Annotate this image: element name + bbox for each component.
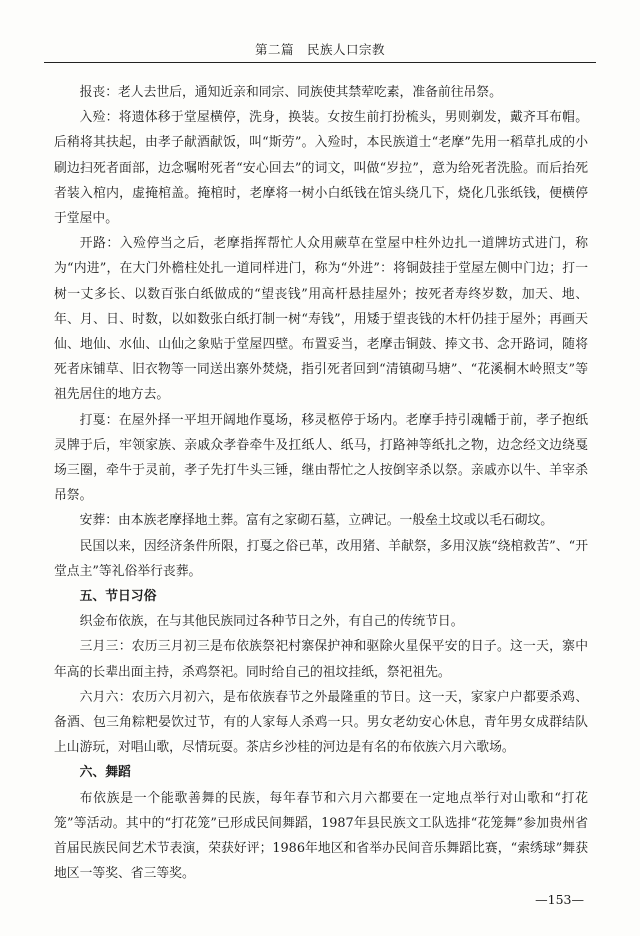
paragraph-daga-ritual: 打戛：在屋外择一平坦开阔地作戛场，移灵柩停于场内。老摩手持引魂幡于前，孝子抱纸灵牌于后，牢领家族、亲戚众孝眷牵牛及扛纸人、纸马，打路神等纸扎之物，边念经文边绕戛场三圈，牵牛于灵前，孝子先打牛头三锤，继由帮忙之人按倒宰杀以祭。亲戚亦以牛、羊宰杀吊祭。 <box>54 412 588 504</box>
paragraph-burial: 安葬：由本族老摩择地土葬。富有之家砌石墓，立碑记。一般垒土坟或以毛石砌坟。 <box>79 513 554 529</box>
page-number: —153— <box>535 892 584 907</box>
paragraph-dance: 布依族是一个能歌善舞的民族，每年春节和六月六都要在一定地点举行对山歌和“打花笼”等活动。其中的“打花笼”已形成民间舞蹈，1987年县民族文工队选排“花笼舞”参加贵州省首届民族民间艺术节表演，荣获好评；1986年地区和省举办民间音乐舞蹈比赛，“索绣球”舞获地区一等奖、省三等奖。 <box>54 790 588 882</box>
section-heading-festivals: 五、节日习俗 <box>79 589 157 605</box>
paragraph-encoffining: 入殓：将遗体移于堂屋横停，洗身，换装。女按生前打扮梳头，男则剃发，戴齐耳布帽。后稍将其扶起，由孝子献酒献饭，叫“斯劳”。入殓时，本民族道士“老摩”先用一稻草扎成的小刷边扫死者面部，边念嘱咐死者“安心回去”的词文，叫做“岁拉”，意为给死者洗脸。而后抬死者装入棺内，虚掩棺盖。掩棺时，老摩将一树小白纸钱在馆头绕几下，烧化几张纸钱，便横停于堂屋中。 <box>54 110 588 227</box>
section-heading-dance: 六、舞蹈 <box>79 765 131 781</box>
paragraph-march-third: 三月三：农历三月初三是布依族祭祀村寨保护神和驱除火星保平安的日子。这一天，寨中年高的长辈出面主持，杀鸡祭祀。同时给自己的祖坟挂纸，祭祀祖先。 <box>54 639 588 680</box>
running-header: 第二篇 民族人口宗教 <box>254 42 385 57</box>
paragraph-republic-era: 民国以来，因经济条件所限，打戛之俗已革，改用猪、羊献祭，多用汉族“绕棺救苦”、“开堂点主”等礼俗举行丧葬。 <box>54 538 588 579</box>
header-rule <box>44 62 596 63</box>
paragraph-funeral-notice: 报丧：老人去世后，通知近亲和同宗、同族使其禁荤吃素，准备前往吊祭。 <box>79 85 502 100</box>
paragraph-opening-road: 开路：入殓停当之后，老摩指挥帮忙人众用蕨草在堂屋中柱外边扎一道牌坊式进门，称为“内进”，在大门外檐柱处扎一道同样进门，称为“外进”：将铜鼓挂于堂屋左侧中门边；打一树一丈多长、以数百张白纸做成的“望丧钱”用高杆悬挂屋外；按死者寿终岁数，加天、地、年、月、日、时数，以如数张白纸打制一树“寿钱”，用矮于望丧钱的木杆仍挂于屋外；再画天仙、地仙、水仙、山仙之象贴于堂屋四壁。布置妥当，老摩击铜鼓、捧文书、念开路词，随将死者床铺草、旧衣物等一同送出寨外焚烧，指引死者回到“清镇砌马塘”、“花溪桐木岭照支”等祖先居住的地方去。 <box>54 236 588 403</box>
paragraph-festivals-intro: 织金布依族，在与其他民族同过各种节日之外，有自己的传统节日。 <box>79 614 464 630</box>
paragraph-june-sixth: 六月六：农历六月初六，是布依族春节之外最隆重的节日。这一天，家家户户都要杀鸡、备酒、包三角粽粑晏饮过节，有的人家每人杀鸡一只。男女老幼安心休息，青年男女成群结队上山游玩，对唱山歌，尽情玩耍。茶店乡沙桂的河边是有名的布依族六月六歌场。 <box>54 689 588 756</box>
body-text <box>54 80 588 887</box>
